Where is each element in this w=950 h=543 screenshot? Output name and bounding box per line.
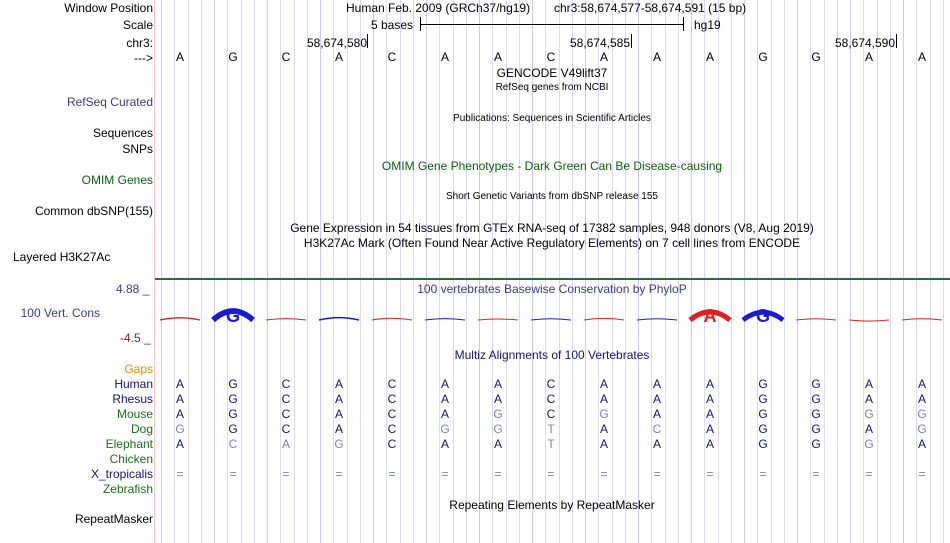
reference-base: A (175, 50, 184, 64)
aligned-base: A (334, 377, 343, 391)
grid-line (651, 0, 652, 543)
chrom-label[interactable]: chr3: (126, 36, 153, 50)
aligned-base: C (652, 422, 662, 436)
grid-line (320, 0, 321, 543)
gtex-track-title[interactable]: Gene Expression in 54 tissues from GTEx RNA-seq of 17382 samples, 948 donors (V8, Aug 2019) (290, 221, 814, 235)
aligned-base: A (493, 392, 502, 406)
aligned-base: G (175, 422, 185, 436)
cons-base-letter: A (703, 306, 717, 326)
grid-line (426, 0, 427, 543)
aligned-base: = (441, 467, 449, 481)
aligned-base: G (758, 392, 768, 406)
aligned-base: A (917, 437, 926, 451)
aligned-base: C (281, 377, 291, 391)
reference-base: A (917, 50, 926, 64)
cons-score-mark (319, 318, 359, 320)
grid-line (254, 0, 255, 543)
aligned-base: = (865, 467, 873, 481)
species-label[interactable]: Chicken (109, 452, 153, 466)
grid-line (373, 0, 374, 543)
aligned-base: C (281, 422, 291, 436)
aligned-base: G (811, 422, 821, 436)
reference-base: C (387, 50, 397, 64)
aligned-base: T (547, 422, 555, 436)
aligned-base: A (864, 392, 873, 406)
cons-score-mark (425, 319, 465, 320)
reference-base: A (864, 50, 873, 64)
grid-line (824, 0, 825, 543)
grid-line (797, 0, 798, 543)
species-label[interactable]: Elephant (105, 437, 153, 451)
grid-line (771, 0, 772, 543)
species-label[interactable]: Rhesus (112, 392, 153, 406)
ruler-tick-1 (367, 34, 368, 48)
aligned-base: G (758, 377, 768, 391)
cons-score-mark (372, 318, 412, 320)
aligned-base: A (652, 407, 661, 421)
cons-score-mark (637, 319, 677, 320)
grid-line (161, 0, 162, 543)
aligned-base: A (705, 407, 714, 421)
aligned-base: = (759, 467, 767, 481)
aligned-base: G (228, 407, 238, 421)
grid-line (916, 0, 917, 543)
grid-line (188, 0, 189, 543)
aligned-base: A (864, 422, 873, 436)
aligned-base: C (387, 422, 397, 436)
grid-line (333, 0, 334, 543)
grid-line (280, 0, 281, 543)
grid-line (201, 0, 202, 543)
grid-line (784, 0, 785, 543)
cons-score-mark (160, 318, 200, 320)
omim-track-title[interactable]: OMIM Gene Phenotypes - Dark Green Can Be Disease-causing (381, 159, 723, 173)
grid-line (214, 0, 215, 543)
cons-score-mark (584, 318, 624, 320)
aligned-base: A (705, 377, 714, 391)
repeatmasker-label[interactable]: RepeatMasker (74, 512, 153, 526)
reference-base: C (281, 50, 291, 64)
phylop-track-title[interactable]: 100 vertebrates Basewise Conservation by PhyloP (417, 282, 687, 296)
aligned-base: A (175, 392, 184, 406)
aligned-base: A (652, 377, 661, 391)
aligned-base: C (387, 377, 397, 391)
reference-base: A (652, 50, 661, 64)
cons-score-mark (796, 319, 836, 320)
h3k27ac-track-title[interactable]: H3K27Ac Mark (Often Found Near Active Regulatory Elements) on 7 cell lines from ENCODE (303, 236, 801, 250)
species-label[interactable]: Dog (130, 422, 153, 436)
omim-genes-label[interactable]: OMIM Genes (81, 173, 153, 187)
aligned-base: A (440, 407, 449, 421)
aligned-base: G (493, 407, 503, 421)
grid-line (718, 0, 719, 543)
aligned-base: A (334, 407, 343, 421)
layered-h3k27ac-label[interactable]: Layered H3K27Ac (13, 250, 111, 264)
aligned-base: A (864, 377, 873, 391)
cons-base-letter: G (755, 306, 771, 326)
cons-score-mark (531, 319, 571, 320)
reference-base: G (758, 50, 768, 64)
aligned-base: = (600, 467, 608, 481)
position-text: chr3:58,674,577-58,674,591 (15 bp) (554, 1, 747, 15)
aligned-base: A (917, 377, 926, 391)
snps-label[interactable]: SNPs (122, 142, 153, 156)
aligned-base: = (706, 467, 714, 481)
aligned-base: A (599, 437, 608, 451)
aligned-base: = (229, 467, 237, 481)
grid-line (439, 0, 440, 543)
aligned-base: G (811, 392, 821, 406)
cons-max-label: 4.88 _ (116, 282, 150, 296)
aligned-base: A (599, 392, 608, 406)
grid-line (413, 0, 414, 543)
aligned-base: = (335, 467, 343, 481)
aligned-base: A (440, 392, 449, 406)
aligned-base: G (440, 422, 450, 436)
grid-line (386, 0, 387, 543)
grid-line (492, 0, 493, 543)
aligned-base: G (811, 377, 821, 391)
aligned-base: A (175, 437, 184, 451)
scale-bar (420, 24, 684, 25)
aligned-base: C (546, 392, 556, 406)
reference-base: G (228, 50, 238, 64)
grid-line (625, 0, 626, 543)
grid-line (863, 0, 864, 543)
grid-line (638, 0, 639, 543)
species-label[interactable]: Zebrafish (102, 482, 153, 496)
aligned-base: = (653, 467, 661, 481)
aligned-base: C (281, 407, 291, 421)
track-separator (155, 278, 950, 280)
aligned-base: G (917, 407, 927, 421)
cons-base-letter: G (225, 306, 241, 326)
cons-min-label: -4.5 _ (120, 331, 151, 345)
grid-line (294, 0, 295, 543)
ruler-tick-label-2: 58,674,585 (569, 36, 630, 50)
aligned-base: G (758, 407, 768, 421)
reference-base: A (440, 50, 449, 64)
grid-line (943, 0, 944, 543)
aligned-base: G (493, 422, 503, 436)
aligned-base: = (176, 467, 184, 481)
aligned-base: C (387, 392, 397, 406)
grid-line (307, 0, 308, 543)
grid-line (731, 0, 732, 543)
aligned-base: A (493, 437, 502, 451)
label-column-border (154, 0, 155, 543)
aligned-base: A (493, 377, 502, 391)
cons-score-mark (902, 319, 942, 320)
reference-base: A (334, 50, 343, 64)
grid-line (837, 0, 838, 543)
aligned-base: T (547, 437, 555, 451)
reference-base: A (493, 50, 502, 64)
reference-base: C (546, 50, 556, 64)
grid-line (665, 0, 666, 543)
aligned-base: A (175, 377, 184, 391)
refseq-track-subtitle[interactable]: RefSeq genes from NCBI (495, 82, 609, 93)
reference-base: A (705, 50, 714, 64)
aligned-base: C (281, 392, 291, 406)
grid-line (466, 0, 467, 543)
aligned-base: A (440, 437, 449, 451)
aligned-base: = (812, 467, 820, 481)
aligned-base: A (175, 407, 184, 421)
strand-label[interactable]: ---> (134, 51, 153, 65)
aligned-base: G (758, 437, 768, 451)
aligned-base: G (811, 437, 821, 451)
cons-score-mark (266, 319, 306, 320)
aligned-base: = (918, 467, 926, 481)
aligned-base: G (228, 377, 238, 391)
ruler-tick-label-3: 58,674,590 (834, 36, 895, 50)
dbsnp-track-title[interactable]: Short Genetic Variants from dbSNP release 155 (446, 191, 658, 202)
assembly-text: Human Feb. 2009 (GRCh37/hg19) (346, 1, 531, 15)
grid-line (890, 0, 891, 543)
grid-line (678, 0, 679, 543)
aligned-base: G (228, 392, 238, 406)
refseq-curated-label[interactable]: RefSeq Curated (66, 95, 153, 109)
species-label[interactable]: X_tropicalis (90, 467, 153, 481)
aligned-base: A (440, 377, 449, 391)
reference-base: G (811, 50, 821, 64)
grid-line (704, 0, 705, 543)
species-label[interactable]: Human (114, 377, 153, 391)
grid-line (612, 0, 613, 543)
aligned-base: G (811, 407, 821, 421)
aligned-base: = (494, 467, 502, 481)
aligned-base: C (228, 437, 238, 451)
aligned-base: C (387, 437, 397, 451)
scale-label[interactable]: Scale (122, 18, 153, 32)
aligned-base: G (334, 437, 344, 451)
aligned-base: C (546, 377, 556, 391)
aligned-base: A (705, 437, 714, 451)
repeatmasker-track-title[interactable]: Repeating Elements by RepeatMasker (449, 498, 655, 512)
multiz-track-title[interactable]: Multiz Alignments of 100 Vertebrates (454, 348, 650, 362)
phylop-conservation-plot[interactable] (155, 300, 950, 332)
aligned-base: G (864, 437, 874, 451)
grid-line (360, 0, 361, 543)
grid-line (479, 0, 480, 543)
cons-score-mark (478, 319, 518, 320)
aligned-base: G (917, 422, 927, 436)
grid-line (267, 0, 268, 543)
publications-track-title[interactable]: Publications: Sequences in Scientific Articles (453, 113, 651, 124)
grid-line (903, 0, 904, 543)
sequences-label[interactable]: Sequences (92, 126, 153, 140)
grid-line (810, 0, 811, 543)
aligned-base: A (281, 437, 290, 451)
aligned-base: A (917, 392, 926, 406)
cons-label[interactable]: 100 Vert. Cons (20, 306, 100, 320)
ruler-tick-3 (896, 34, 897, 48)
aligned-base: A (334, 392, 343, 406)
grid-line (757, 0, 758, 543)
aligned-base: G (599, 407, 609, 421)
grid-line (400, 0, 401, 543)
ruler-tick-2 (631, 34, 632, 48)
common-dbsnp-label[interactable]: Common dbSNP(155) (34, 204, 153, 218)
grid-line (241, 0, 242, 543)
grid-line (174, 0, 175, 543)
aligned-base: = (547, 467, 555, 481)
scale-bar-right-tick (683, 17, 684, 31)
aligned-base: A (705, 422, 714, 436)
grid-line (744, 0, 745, 543)
species-label[interactable]: Mouse (116, 407, 153, 421)
grid-line (347, 0, 348, 543)
aligned-base: A (599, 377, 608, 391)
aligned-base: = (388, 467, 396, 481)
gencode-track-title[interactable]: GENCODE V49lift37 (496, 66, 608, 80)
scale-text: 5 bases (371, 18, 414, 32)
grid-line (453, 0, 454, 543)
ruler-tick-label-1: 58,674,580 (306, 36, 367, 50)
reference-base: A (599, 50, 608, 64)
gaps-label[interactable]: Gaps (124, 362, 153, 376)
scale-bar-left-tick (420, 17, 421, 31)
grid-line (877, 0, 878, 543)
scale-db: hg19 (694, 18, 721, 32)
aligned-base: A (652, 437, 661, 451)
aligned-base: C (546, 407, 556, 421)
aligned-base: A (599, 422, 608, 436)
aligned-base: A (334, 422, 343, 436)
aligned-base: G (864, 407, 874, 421)
aligned-base: G (758, 422, 768, 436)
grid-line (691, 0, 692, 543)
grid-line (850, 0, 851, 543)
grid-line (227, 0, 228, 543)
aligned-base: A (705, 392, 714, 406)
cons-score-mark (849, 320, 889, 321)
window-position-label[interactable]: Window Position (64, 1, 153, 15)
aligned-base: G (228, 422, 238, 436)
aligned-base: C (387, 407, 397, 421)
aligned-base: A (652, 392, 661, 406)
grid-line (930, 0, 931, 543)
aligned-base: = (282, 467, 290, 481)
